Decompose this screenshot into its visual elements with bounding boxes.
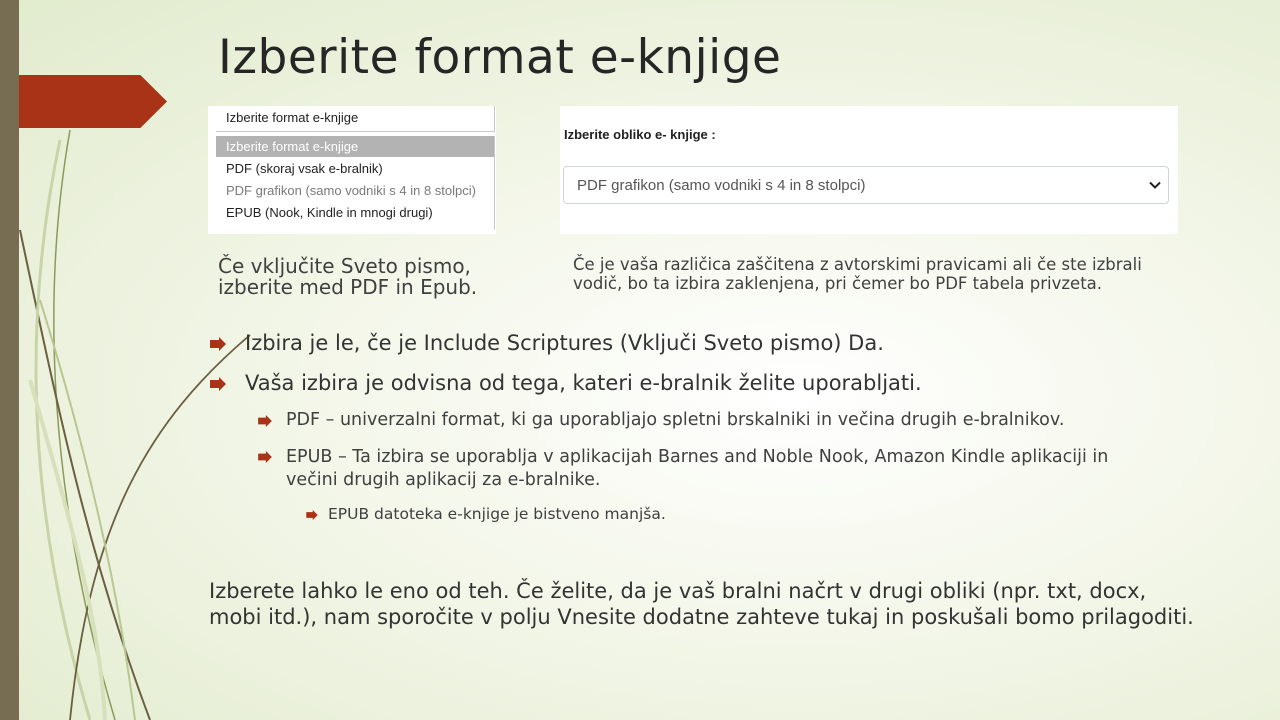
format-dropdown-value: PDF grafikon (samo vodniki s 4 in 8 stolpci) xyxy=(577,177,866,194)
arrow-bullet-icon xyxy=(210,337,226,351)
title-accent-arrow xyxy=(19,75,167,128)
format-select-field[interactable] xyxy=(216,106,495,132)
format-dropdown-label: Izberite obliko e- knjige : xyxy=(564,127,716,142)
arrow-bullet-icon xyxy=(210,377,226,391)
bullet-text: EPUB datoteka e-knjige je bistveno manjša. xyxy=(328,505,666,523)
bullet-text: PDF – univerzalni format, ki ga uporabljajo spletni brskalniki in večina drugih e-bralnikov. xyxy=(286,410,1065,430)
arrow-bullet-icon xyxy=(306,510,318,520)
slide-title: Izberite format e-knjige xyxy=(218,30,782,85)
chevron-down-icon xyxy=(1148,178,1162,192)
bullet-text: Vaša izbira je odvisna od tega, kateri e-bralnik želite uporabljati. xyxy=(245,371,922,395)
format-option[interactable]: PDF (skoraj vsak e-bralnik) xyxy=(226,161,383,176)
footer-note: Izberete lahko le eno od teh. Če želite, da je vaš bralni načrt v drugi obliki (npr. txt, docx, mobi itd.), nam sporočite v polju Vnesite dodatne zahteve tukaj in poskušali bomo prilagoditi. xyxy=(209,579,1194,629)
format-options-list xyxy=(216,136,495,230)
format-select-value: Izberite format e-knjige xyxy=(226,110,359,125)
format-option[interactable]: Izberite format e-knjige xyxy=(216,136,494,157)
format-listbox-screenshot xyxy=(208,106,496,234)
format-dropdown-screenshot xyxy=(560,106,1178,234)
bullet-text: EPUB – Ta izbira se uporablja v aplikacijah Barnes and Noble Nook, Amazon Kindle aplikaciji in večini drugih aplikacij za e-bralnike. xyxy=(286,447,1109,490)
arrow-bullet-icon xyxy=(258,451,272,463)
caption-left: Če vključite Sveto pismo, izberite med PDF in Epub. xyxy=(218,254,478,299)
format-option: PDF grafikon (samo vodniki s 4 in 8 stolpci) xyxy=(226,183,476,198)
format-option[interactable]: EPUB (Nook, Kindle in mnogi drugi) xyxy=(226,205,433,220)
arrow-bullet-icon xyxy=(258,415,272,427)
format-dropdown[interactable] xyxy=(563,166,1169,204)
caption-right: Če je vaša različica zaščitena z avtorskimi pravicami ali če ste izbrali vodič, bo ta izbira zaklenjena, pri čemer bo PDF tabela privzeta. xyxy=(573,255,1142,293)
bullet-text: Izbira je le, če je Include Scriptures (Vključi Sveto pismo) Da. xyxy=(245,331,884,355)
